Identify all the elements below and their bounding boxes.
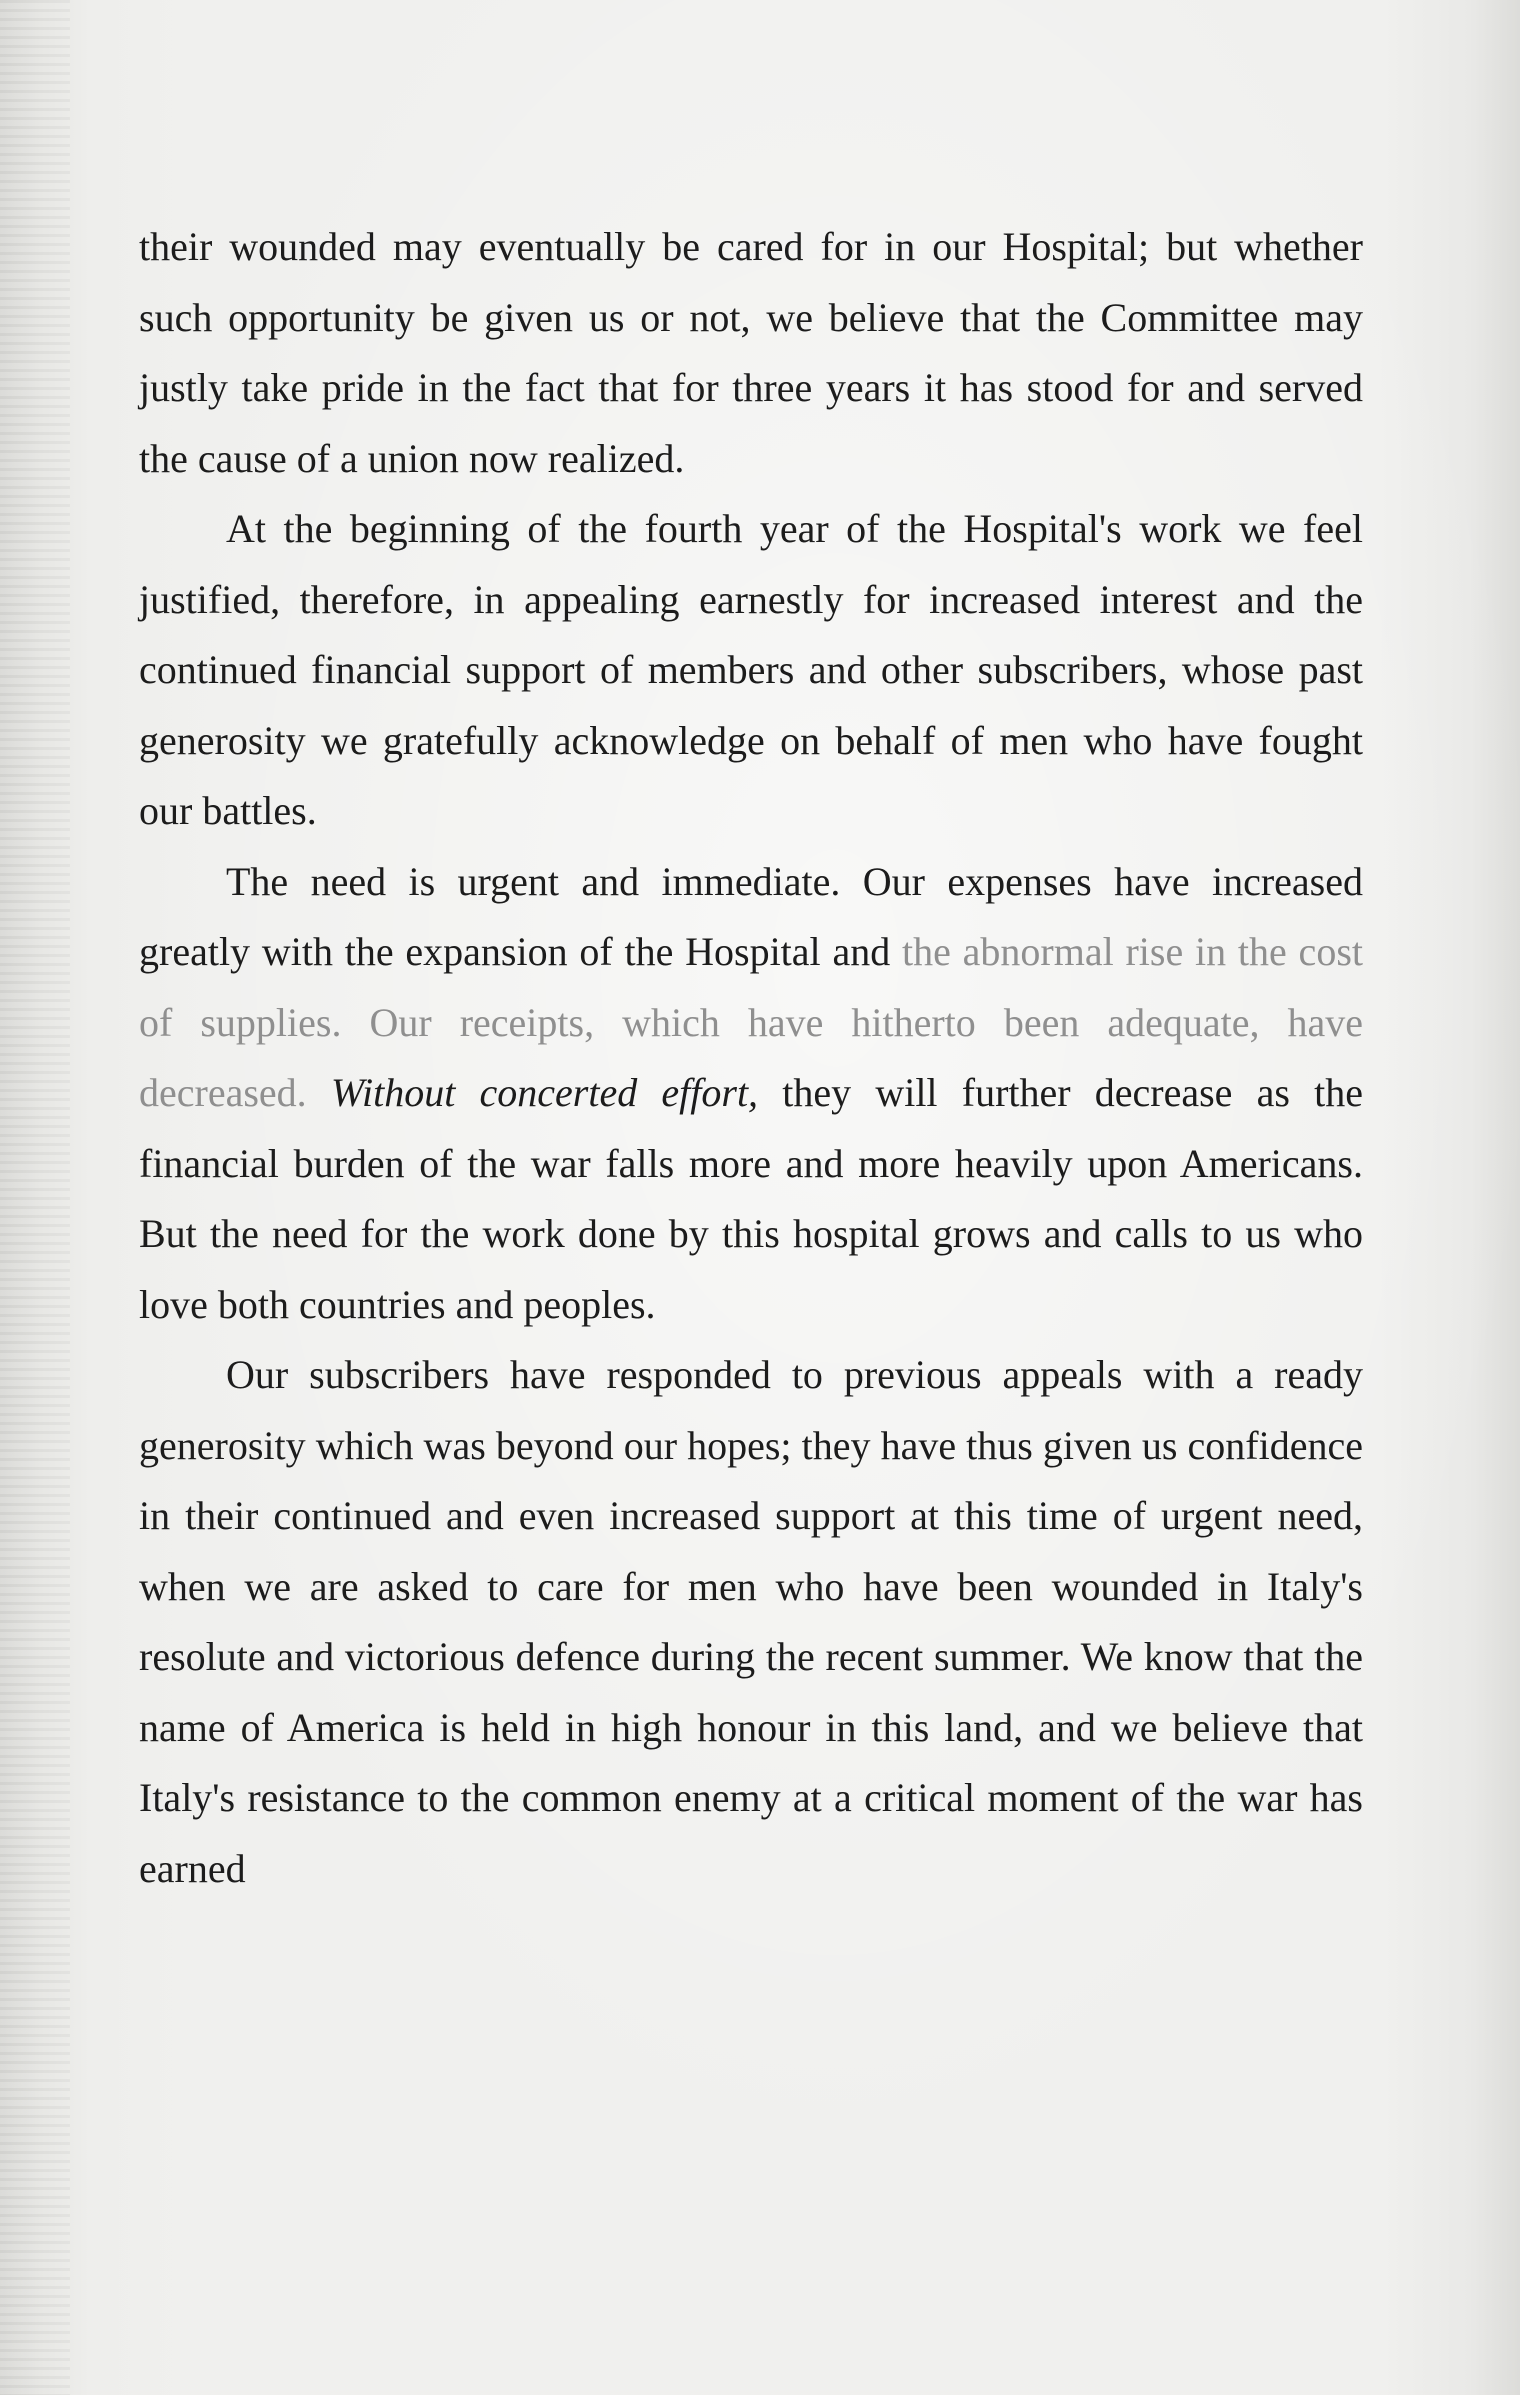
paragraph-2: At the beginning of the fourth year of the Hospital's work we feel justified, therefore, in appealing earnestly for increased interest and the continued financial support of members and other subscribers, whose past generosity we gratefully acknowledge on behalf of men who have fought our battles.	[139, 506, 1363, 833]
paragraph-3	[139, 847, 1363, 1341]
paragraph-1: their wounded may eventually be cared for in our Hospital; but whether such opportunity be given us or not, we believe that the Committee may justly take pride in the fact that for three years it has stood for and served the cause of a union now realized.	[139, 224, 1363, 481]
paragraph-4: Our subscribers have responded to previous appeals with a ready generosity which was beyond our hopes; they have thus given us confidence in their continued and even increased support at this time of urgent need, when we are asked to care for men who have been wounded in Italy's resolute and victorious defence during the recent summer. We know that the name of America is held in high honour in this land, and we believe that Italy's resistance to the common enemy at a critical moment of the war has earned	[139, 1352, 1363, 1891]
paragraph-3-text-b: they will further decrease as the financial burden of the war falls more and more heavily upon Americans. But the need for the work done by this hospital grows and calls to us who love both countries and peoples.	[139, 1070, 1364, 1327]
document-body	[139, 212, 1363, 1904]
paper-edge	[0, 0, 70, 2395]
paragraph-3-italic-text: Without concerted effort,	[330, 1070, 759, 1115]
paragraph-3-faded-text: the abnormal rise in the cost of supplies. Our receipts, which have hitherto been adequate, have decreased.	[139, 929, 1363, 1115]
paragraph-3-text-a: The need is urgent and immediate. Our expenses have increased greatly with the expansion of the Hospital and	[139, 858, 1363, 974]
